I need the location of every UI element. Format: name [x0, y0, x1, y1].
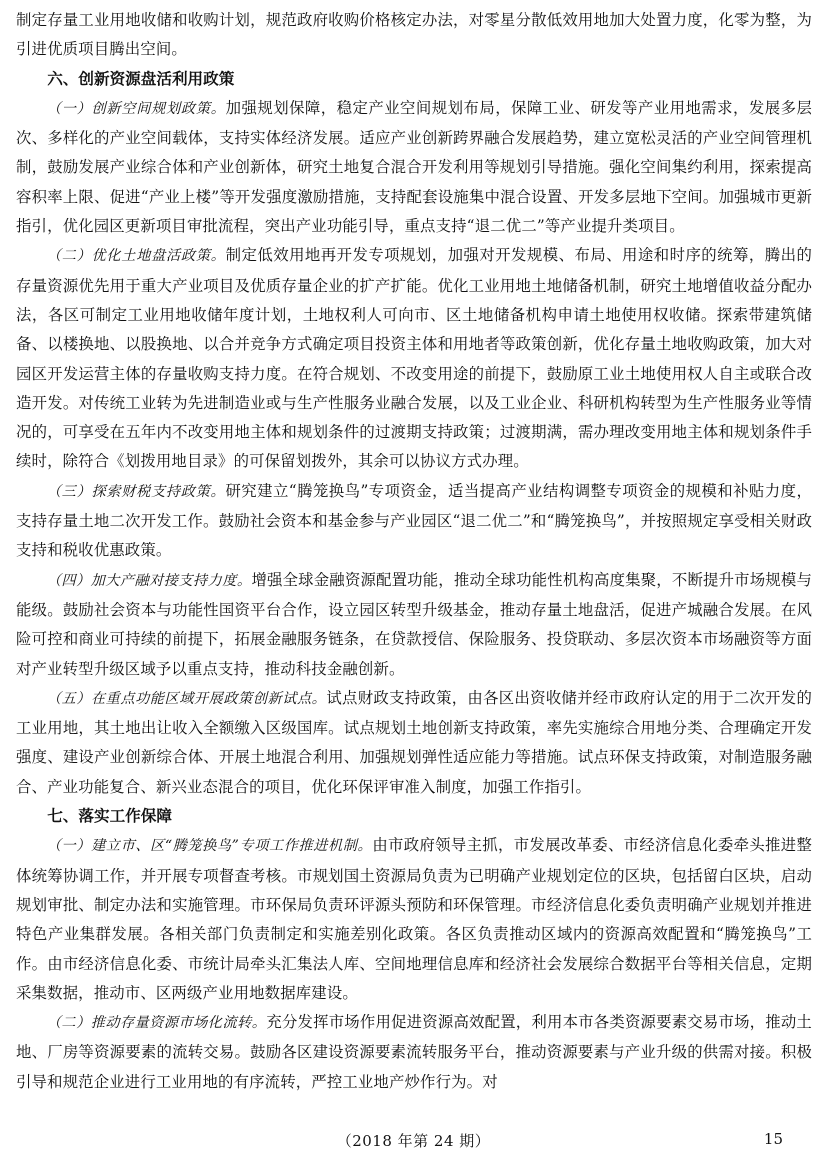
paragraph-lead: （四）加大产融对接支持力度。: [46, 572, 252, 589]
paragraph-body: 研究建立“腾笼换鸟”专项资金，适当提高产业结构调整专项资金的规模和补贴力度，支持存量土地二次开发工作。鼓励社会资本和基金参与产业园区“退二优二”和“腾笼换鸟”，并按照规定享受相关财政支持和税收优惠政策。: [16, 481, 812, 560]
intro-paragraph: 制定存量工业用地收储和收购计划，规范政府收购价格核定办法，对零星分散低效用地加大处置力度，化零为整，为引进优质项目腾出空间。: [16, 11, 812, 59]
page-footer: [0, 1126, 827, 1156]
section-heading-6: 六、创新资源盘活利用政策: [47, 69, 235, 88]
page-number: 15: [763, 1130, 783, 1148]
paragraph-7-2: [16, 1008, 812, 1097]
paragraph-body: 增强全球金融资源配置功能，推动全球功能性机构高度集聚，不断提升市场规模与能级。鼓励社会资本与功能性国资平台合作，设立园区转型升级基金，推动存量土地盘活，促进产城融合发展。在风险可控和商业可持续的前提下，拓展金融服务链条，在贷款授信、保险服务、投贷联动、多层次资本市场融资等方面对产业转型升级区域予以重点支持，推动科技金融创新。: [16, 570, 812, 678]
paragraph-lead: （二）优化土地盘活政策。: [46, 248, 226, 265]
paragraph-6-3: [16, 477, 812, 566]
paragraph-6-2: [16, 241, 812, 476]
paragraph-lead: （三）探索财税支持政策。: [46, 483, 226, 500]
paragraph-lead: （二）推动存量资源市场化流转。: [46, 1015, 267, 1032]
paragraph-7-1: [16, 831, 812, 1008]
issue-label: （2018 年第 24 期）: [336, 1132, 491, 1150]
document-body: [16, 0, 812, 1097]
paragraph-lead: （五）在重点功能区域开展政策创新试点。: [46, 690, 327, 707]
paragraph-body: 充分发挥市场作用促进资源高效配置，利用本市各类资源要素交易市场，推动土地、厂房等资源要素的流转交易。鼓励各区建设资源要素流转服务平台，推动资源要素与产业升级的供需对接。积极引导和规范企业进行工业用地的有序流转，严控工业地产炒作行为。对: [16, 1013, 812, 1091]
paragraph-body: 由市政府领导主抓，市发展改革委、市经济信息化委牵头推进整体统筹协调工作，并开展专项督查考核。市规划国土资源局负责为已明确产业规划定位的区块，包括留白区块，启动规划审批、制定办法和实施管理。市环保局负责环评源头预防和环保管理。市经济信息化委负责明确产业规划并推进特色产业集群发展。各相关部门负责制定和实施差别化政策。各区负责推动区域内的资源高效配置和“腾笼换鸟”工作。由市经济信息化委、市统计局牵头汇集法人库、空间地理信息库和经济社会发展综合数据平台等相关信息，定期采集数据，推动市、区两级产业用地数据库建设。: [16, 836, 812, 1002]
paragraph-6-5: [16, 684, 812, 802]
paragraph-body: 制定低效用地再开发专项规划，加强对开发规模、布局、用途和时序的统筹，腾出的存量资源优先用于重大产业项目及优质存量企业的扩产扩能。优化工业用地土地储备机制，研究土地增值收益分配办法，各区可制定工业用地收储年度计划，土地权利人可向市、区土地储备机构申请土地使用权收储。探索带建筑储备、以楼换地、以股换地、以合并竞争方式确定项目投资主体和用地者等政策创新，优化存量土地收购政策，加大对园区开发运营主体的存量收购支持力度。在符合规划、不改变用途的前提下，鼓励原工业土地使用权人自主或联合改造开发。对传统工业转为先进制造业或与生产性服务业融合发展，以及工业企业、科研机构转型为生产性服务业等情况的，可享受在五年内不改变用地主体和规划条件的过渡期支持政策；过渡期满，需办理改变用地主体和规划条件手续时，除符合《划拨用地目录》的可保留划拨外，其余可以协议方式办理。: [16, 246, 812, 471]
paragraph-lead: （一）建立市、区“腾笼换鸟”专项工作推进机制。: [46, 838, 373, 855]
paragraph-6-4: [16, 566, 812, 684]
paragraph-body: 加强规划保障，稳定产业空间规划布局，保障工业、研发等产业用地需求，发展多层次、多样化的产业空间载体，支持实体经济发展。适应产业创新跨界融合发展趋势，建立宽松灵活的产业空间管理机制，鼓励发展产业综合体和产业创新体，研究土地复合混合开发利用等规划引导措施。强化空间集约利用，探索提高容积率上限、促进“产业上楼”等开发强度激励措施，支持配套设施集中混合设置、开发多层地下空间。加强城市更新指引，优化园区更新项目审批流程，突出产业功能引导，重点支持“退二优二”等产业提升类项目。: [16, 98, 812, 236]
section-heading-7: 七、落实工作保障: [47, 807, 172, 826]
paragraph-body: 试点财政支持政策，由各区出资收储并经市政府认定的用于二次开发的工业用地，其土地出让收入全额缴入区级国库。试点规划土地创新支持政策，率先实施综合用地分类、合理确定开发强度、建设产业创新综合体、开展土地混合利用、加强规划弹性适应能力等措施。试点环保支持政策，对制造服务融合、产业功能复合、新兴业态混合的项目，优化环保评审准入制度，加强工作指引。: [16, 688, 812, 796]
paragraph-lead: （一）创新空间规划政策。: [46, 100, 226, 117]
paragraph-6-1: [16, 94, 812, 241]
